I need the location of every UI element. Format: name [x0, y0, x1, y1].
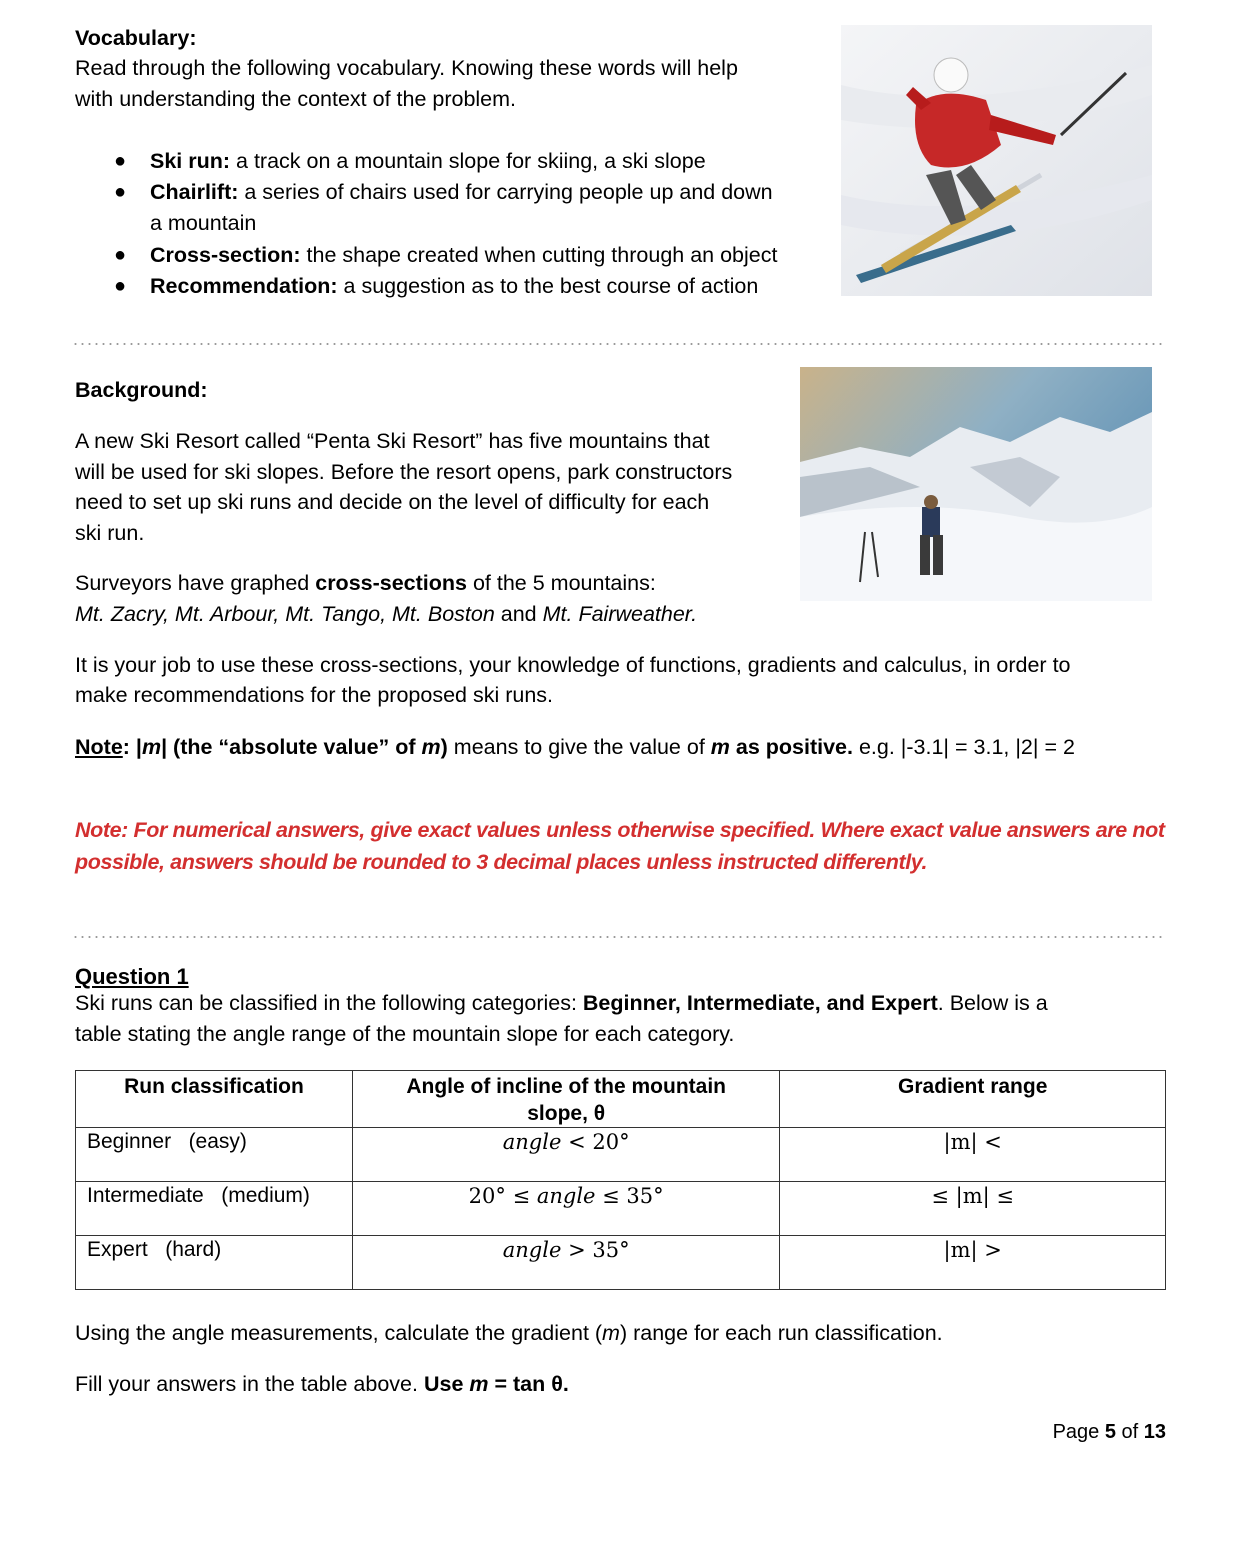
- header-angle: Angle of incline of the mountain slope, θ: [352, 1071, 780, 1128]
- table-row: [76, 1236, 1166, 1290]
- classification-cell: Beginner (easy): [76, 1128, 353, 1182]
- gradient-cell[interactable]: |m| <: [780, 1128, 1166, 1182]
- classification-cell: Intermediate (medium): [76, 1182, 353, 1236]
- run-classification-table: [75, 1070, 1166, 1290]
- section-divider: [72, 341, 1165, 347]
- instruction-line1: Using the angle measurements, calculate the gradient (m) range for each run classification.: [75, 1321, 943, 1345]
- header-run-classification: Run classification: [76, 1071, 353, 1128]
- list-item: Chairlift: a series of chairs used for carrying people up and down: [150, 180, 773, 204]
- gradient-cell[interactable]: ≤ |m| ≤: [780, 1182, 1166, 1236]
- skier-photo: [841, 25, 1152, 296]
- vocabulary-intro-line1: Read through the following vocabulary. Knowing these words will help: [75, 56, 738, 80]
- background-para1-line: will be used for ski slopes. Before the resort opens, park constructors: [75, 460, 733, 484]
- list-item: Ski run: a track on a mountain slope for skiing, a ski slope: [150, 149, 706, 173]
- background-para1-line: need to set up ski runs and decide on the level of difficulty for each: [75, 490, 710, 514]
- table-row: [76, 1128, 1166, 1182]
- classification-cell: Expert (hard): [76, 1236, 353, 1290]
- gradient-cell[interactable]: |m| >: [780, 1236, 1166, 1290]
- question-1-heading: Question 1: [75, 964, 189, 989]
- rounding-note-line2: possible, answers should be rounded to 3 decimal places unless instructed differently.: [75, 850, 928, 874]
- background-para3-line1: It is your job to use these cross-sections, your knowledge of functions, gradients and calculus, in order to: [75, 653, 1071, 677]
- instruction-line2: Fill your answers in the table above. Use m = tan θ.: [75, 1372, 569, 1396]
- question-1-line2: table stating the angle range of the mountain slope for each category.: [75, 1022, 735, 1046]
- background-para1-line: ski run.: [75, 521, 145, 545]
- background-para3-line2: make recommendations for the proposed ski runs.: [75, 683, 554, 707]
- rounding-note-line1: Note: For numerical answers, give exact values unless otherwise specified. Where exact value answers are not: [75, 818, 1165, 842]
- table-header-row: [76, 1071, 1166, 1128]
- bullet-icon: ●: [114, 150, 127, 172]
- angle-cell: angle > 35°: [352, 1236, 780, 1290]
- bullet-icon: ●: [114, 275, 127, 297]
- section-divider: [72, 934, 1165, 940]
- angle-cell: 20° ≤ angle ≤ 35°: [352, 1182, 780, 1236]
- bullet-icon: ●: [114, 181, 127, 203]
- list-item: Recommendation: a suggestion as to the best course of action: [150, 274, 759, 298]
- list-item: Cross-section: the shape created when cutting through an object: [150, 243, 778, 267]
- question-1-line1: Ski runs can be classified in the following categories: Beginner, Intermediate, and Expert. Below is a: [75, 991, 1048, 1015]
- mountain-photo: [800, 367, 1152, 601]
- vocabulary-intro-line2: with understanding the context of the problem.: [75, 87, 517, 111]
- background-heading: Background:: [75, 378, 208, 402]
- page-number: Page 5 of 13: [1052, 1421, 1166, 1443]
- mountain-list: Mt. Zacry, Mt. Arbour, Mt. Tango, Mt. Boston and Mt. Fairweather.: [75, 602, 698, 626]
- vocabulary-heading: Vocabulary:: [75, 26, 197, 50]
- background-para1-line: A new Ski Resort called “Penta Ski Resort” has five mountains that: [75, 429, 710, 453]
- absolute-value-note: Note: |m| (the “absolute value” of m) means to give the value of m as positive. e.g. |-3.1| = 3.1, |2| = 2: [75, 735, 1075, 759]
- bullet-icon: ●: [114, 244, 127, 266]
- list-item-continuation: a mountain: [150, 211, 257, 235]
- background-para2: Surveyors have graphed cross-sections of the 5 mountains:: [75, 571, 656, 595]
- table-row: [76, 1182, 1166, 1236]
- header-gradient-range: Gradient range: [780, 1071, 1166, 1128]
- angle-cell: angle < 20°: [352, 1128, 780, 1182]
